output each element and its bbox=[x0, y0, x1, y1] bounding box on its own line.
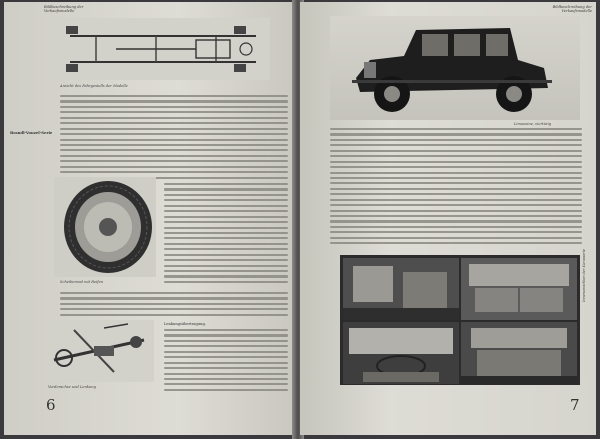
left-text-column bbox=[164, 183, 288, 286]
marginal-note: Brandl-Vonzel-Serie bbox=[10, 130, 53, 135]
steering-caption: Vorderachse und Lenkung bbox=[48, 385, 96, 389]
interior-photo-1 bbox=[343, 258, 459, 320]
car-caption: Limousine, viertürig bbox=[514, 122, 552, 126]
interior-photo-2 bbox=[461, 258, 577, 320]
interior-caption: Innenansichten der Karosserie bbox=[582, 249, 586, 302]
left-page bbox=[4, 2, 296, 435]
right-page-number: 7 bbox=[570, 396, 580, 414]
chassis-illustration bbox=[56, 18, 270, 80]
wheel-caption: Scheibenrad mit Reifen bbox=[60, 280, 104, 284]
wheel-illustration bbox=[54, 177, 156, 277]
steering-illustration bbox=[44, 320, 154, 382]
right-page-header: Bildbeschreibung der Verkaufsmodelle bbox=[552, 5, 592, 14]
left-page-header: Bildbeschreibung der Verkaufsmodelle bbox=[44, 5, 84, 14]
interior-photo-4 bbox=[461, 322, 577, 384]
car-photo bbox=[330, 16, 580, 120]
left-text-block-middle bbox=[60, 292, 288, 319]
interior-photo-grid bbox=[340, 255, 580, 385]
interior-photo-3 bbox=[343, 322, 459, 384]
left-text-column-bottom bbox=[164, 329, 288, 394]
left-text-block-top bbox=[60, 95, 288, 182]
chassis-caption: Ansicht des Fahrgestells der Modelle bbox=[60, 84, 128, 88]
left-page-number: 6 bbox=[46, 396, 56, 414]
right-text-block bbox=[330, 128, 582, 248]
paragraph-heading: Lenkungsübertragung. bbox=[164, 322, 206, 326]
right-page bbox=[300, 2, 596, 435]
